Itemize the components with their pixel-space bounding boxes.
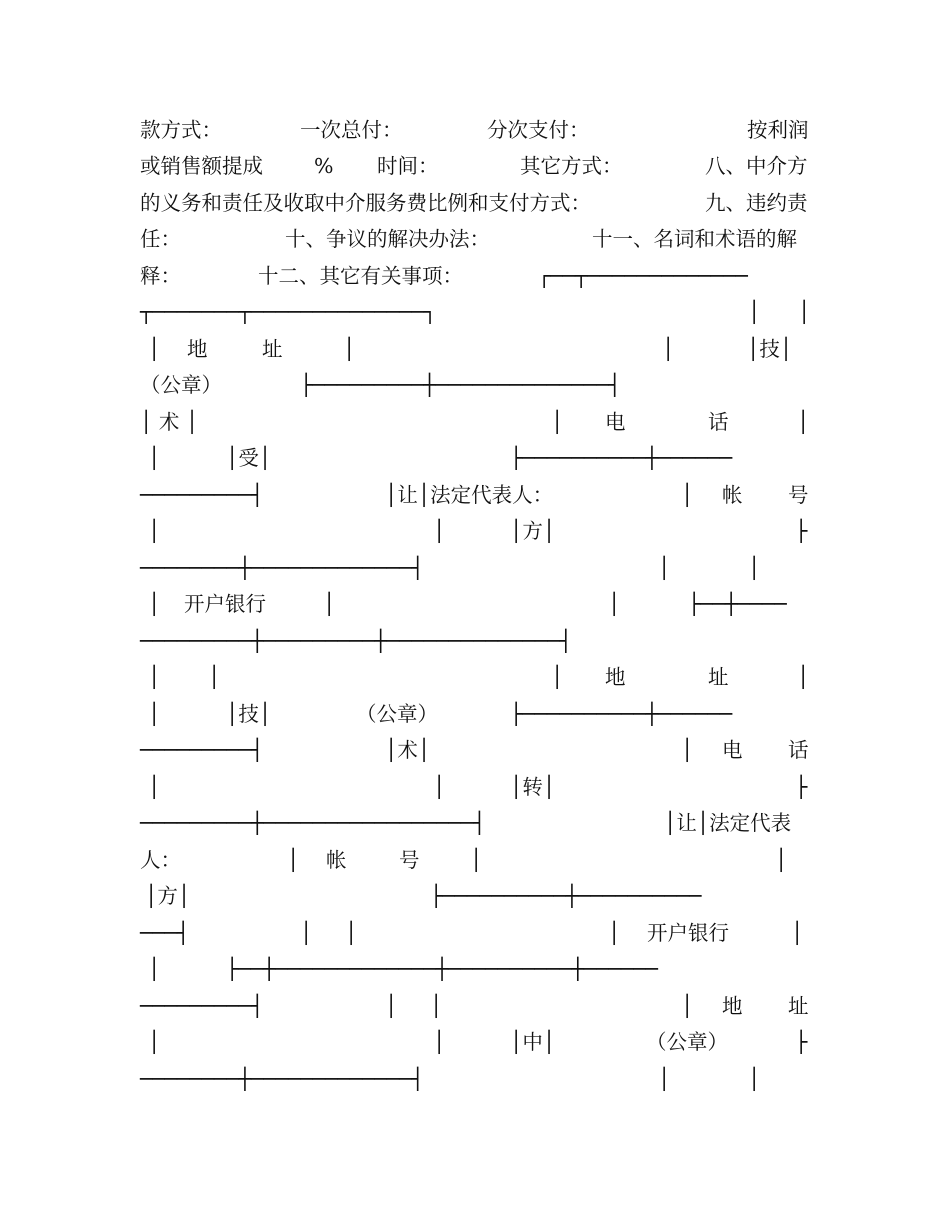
text-segment: ────────┼─────────────┤ — [140, 556, 424, 580]
text-segment: ├ — [795, 519, 808, 543]
text-line — [140, 477, 812, 513]
text-segment: ───┤ — [140, 921, 190, 945]
text-segment: ├──┼──── — [688, 592, 787, 616]
text-segment: │ — [148, 337, 161, 361]
text-segment: 址 — [262, 337, 283, 361]
text-segment: │ 术 │ — [140, 410, 199, 434]
text-segment: 的义务和责任及收取中介服务费比例和支付方式： — [140, 191, 591, 215]
text-segment: 地 — [605, 665, 626, 689]
text-line — [140, 659, 812, 695]
text-segment: 一次总付： — [300, 118, 403, 142]
text-segment: │ — [658, 556, 671, 580]
text-segment: │方│ — [510, 519, 556, 543]
text-line — [140, 586, 812, 622]
text-segment: （公章） — [356, 702, 438, 726]
text-segment: ─────────┤ — [140, 994, 264, 1018]
text-segment: 开户银行 — [184, 592, 266, 616]
text-line — [140, 878, 812, 914]
text-segment: │ — [662, 337, 675, 361]
text-segment: 时间： — [377, 154, 439, 178]
text-segment: 其它方式： — [520, 154, 623, 178]
text-segment: │ — [148, 665, 161, 689]
text-segment: % — [314, 154, 334, 178]
text-line — [140, 696, 812, 732]
text-segment: 号 — [788, 483, 809, 507]
text-line — [140, 404, 812, 440]
text-line — [140, 440, 812, 476]
text-segment: │ — [148, 1030, 161, 1054]
text-segment: │中│ — [510, 1030, 556, 1054]
text-segment: │让│法定代表 — [664, 811, 792, 835]
text-segment: 十一、名词和术语的解 — [592, 227, 797, 251]
text-segment: ─────────┤ — [140, 738, 264, 762]
text-segment: │ — [608, 921, 621, 945]
text-segment: │ — [323, 592, 336, 616]
text-segment: │ — [148, 519, 161, 543]
text-line — [140, 623, 812, 659]
text-segment: │ — [433, 519, 446, 543]
text-segment: ├─────────┼──────────────┤ — [300, 373, 621, 397]
text-segment: │ — [681, 483, 694, 507]
text-segment: 十二、其它有关事项： — [258, 264, 463, 288]
text-segment: │ — [430, 994, 443, 1018]
text-segment: 话 — [708, 410, 729, 434]
text-segment: 十、争议的解决办法： — [285, 227, 490, 251]
text-segment: │ — [681, 994, 694, 1018]
text-segment: 开户银行 — [647, 921, 729, 945]
text-segment: （公章） — [140, 373, 222, 397]
text-segment: │方│ — [145, 884, 191, 908]
text-line — [140, 1024, 812, 1060]
text-segment: ────────┼─────────────┤ — [140, 1067, 424, 1091]
text-segment: │ — [148, 446, 161, 470]
text-segment: ─────────┼─────────┼──────────────┤ — [140, 629, 572, 653]
text-line — [140, 185, 812, 221]
text-line — [140, 915, 812, 951]
text-segment: │转│ — [510, 775, 556, 799]
text-segment: 释： — [140, 264, 181, 288]
text-line — [140, 148, 812, 184]
text-line — [140, 805, 812, 841]
text-segment: 址 — [708, 665, 729, 689]
text-segment: （公章） — [646, 1030, 728, 1054]
text-segment: │ — [433, 1030, 446, 1054]
text-segment: ├──────────┼────────── — [430, 884, 702, 908]
text-segment: 地 — [722, 994, 743, 1018]
text-segment: 人： — [140, 848, 181, 872]
text-segment: │术│ — [385, 738, 431, 762]
text-segment: ├ — [795, 1030, 808, 1054]
text-segment: │ — [148, 957, 161, 981]
text-segment: │ — [797, 410, 810, 434]
text-segment: │ — [148, 775, 161, 799]
text-segment: │ — [791, 921, 804, 945]
text-line — [140, 112, 812, 148]
text-segment: │让│法定代表人： — [385, 483, 554, 507]
text-segment: ─────────┼─────────────────┤ — [140, 811, 486, 835]
text-segment: │ — [748, 300, 761, 324]
text-segment: │ — [748, 556, 761, 580]
text-line — [140, 367, 812, 403]
text-segment: │ — [148, 702, 161, 726]
text-segment: ─────────┤ — [140, 483, 264, 507]
text-segment: 按利润 — [747, 118, 809, 142]
text-segment: │ — [433, 775, 446, 799]
text-line — [140, 294, 812, 330]
text-segment: ├──────────┼────── — [510, 446, 733, 470]
text-line — [140, 258, 812, 294]
text-segment: │技│ — [226, 702, 272, 726]
text-segment: 电 — [605, 410, 626, 434]
text-line — [140, 1061, 812, 1097]
text-segment: │ — [608, 592, 621, 616]
text-line — [140, 513, 812, 549]
text-segment: │ — [470, 848, 483, 872]
text-segment: 八、中介方 — [705, 154, 808, 178]
text-segment: │ — [551, 410, 564, 434]
text-segment: 帐 — [722, 483, 743, 507]
text-segment: 地 — [187, 337, 208, 361]
text-line — [140, 951, 812, 987]
text-segment: ├ — [795, 775, 808, 799]
text-line — [140, 842, 812, 878]
text-segment: ┌──┬───────────── — [538, 264, 748, 288]
text-segment: 款方式： — [140, 118, 222, 142]
text-segment: │ — [385, 994, 398, 1018]
text-segment: │技│ — [747, 337, 793, 361]
text-line — [140, 331, 812, 367]
text-segment: ┬───────┬──────────────┐ — [140, 300, 437, 324]
text-segment: 分次支付： — [487, 118, 590, 142]
text-segment: │ — [681, 738, 694, 762]
text-segment: 话 — [788, 738, 809, 762]
text-segment: │ — [208, 665, 221, 689]
text-segment: │ — [798, 300, 811, 324]
text-segment: │ — [658, 1067, 671, 1091]
text-line — [140, 550, 812, 586]
text-segment: │ — [748, 1067, 761, 1091]
text-segment: │ — [287, 848, 300, 872]
text-segment: │ — [300, 921, 313, 945]
text-segment: 电 — [722, 738, 743, 762]
text-segment: 号 — [399, 848, 420, 872]
text-segment: │ — [797, 665, 810, 689]
text-line — [140, 988, 812, 1024]
text-segment: 九、违约责 — [705, 191, 808, 215]
text-segment: │ — [551, 665, 564, 689]
text-line — [140, 221, 812, 257]
text-line — [140, 732, 812, 768]
text-segment: │ — [343, 337, 356, 361]
text-segment: 任： — [140, 227, 181, 251]
text-segment: │ — [775, 848, 788, 872]
text-segment: │受│ — [226, 446, 272, 470]
text-segment: 帐 — [326, 848, 347, 872]
text-segment: │ — [345, 921, 358, 945]
text-line — [140, 769, 812, 805]
text-segment: 址 — [788, 994, 809, 1018]
text-segment: ├──┼─────────────┼──────────┼────── — [226, 957, 658, 981]
text-segment: 或销售额提成 — [140, 154, 263, 178]
text-segment: ├──────────┼────── — [510, 702, 733, 726]
text-segment: │ — [148, 592, 161, 616]
